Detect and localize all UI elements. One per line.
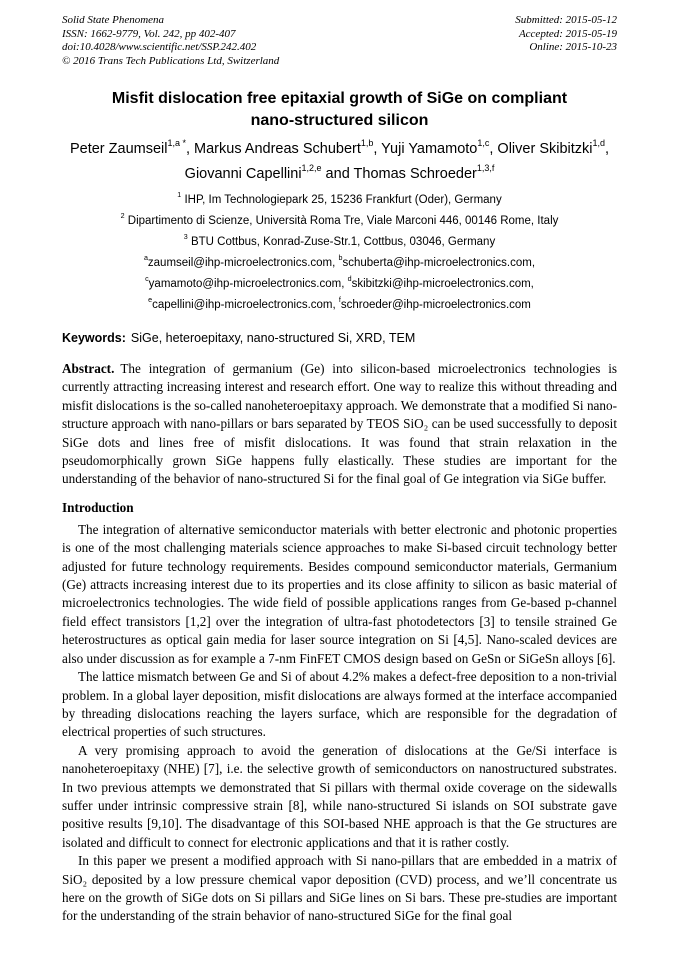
keywords-label: Keywords: [62,331,126,345]
body-paragraph: A very promising approach to avoid the generation of dislocations at the Ge/Si interface is nanoheteroepitaxy (NHE) [7], i.e. the selective growth of semiconductors on nanostructured substrates. In two previous attempts we demonstrated that Si pillars with thermal oxide coverage on the sidewalls suffer under intrinsic compressive strain [8], while nano-structured Si islands on SOI substrate gave positive results [9,10]. The disadvantage of this SOI-based NHE approach is that the Ge structures are isolated and difficult to connect for electronic applications and that it is rather costly. [62,742,617,850]
authors-line: Peter Zaumseil$^{1,a *}$, Markus Andreas Schubert$^{1,b}$, Yuji Yamamoto$^{1,c}$, Oliver Skibitzki$^{1,d}$, Giovanni Capellini$^{1,2,e}$ and Thomas Schroeder$^{1,3,f}$ [69,138,610,182]
author-affiliation-marker: 1,c [477,138,490,149]
affiliation-number: 1 [177,191,182,200]
journal-meta-line: doi:10.4028/www.scientific.net/SSP.242.402 [62,41,257,53]
date-meta-line: Submitted: 2015-05-12 [515,14,617,26]
introduction-body [62,521,617,926]
email-marker: a [143,254,148,263]
author-affiliation-marker: 1,b [360,138,374,149]
author-name: Thomas Schroeder$^{1,3,f}$ [353,163,495,182]
section-heading-introduction: Introduction [62,499,134,515]
abstract-label: Abstract. [62,361,115,376]
body-paragraph: The integration of alternative semiconductor materials with better electronic and photonic properties is one of the most challenging materials science approaches to make Si-based circuit technology better adjusted for future technology requirements. Besides compound semiconductor materials, Germanium (Ge) attracts increasing interest due to its properties and its close affinity to silicon as basic material of microelectronics technologies. The wide field of possible applications ranges from Ge-based p-channel field effect transistors [1,2] over the integration of ultra-fast photodetectors [3] to tensile strained Ge heterostructures as optical gain media for laser source integration on Si [4,5]. Nano-scaled devices are also under discussion as for example a 7-nm FinFET CMOS design based on GeSn or SiGeSn alloys [6]. [62,521,617,666]
author-name: Peter Zaumseil$^{1,a *}$ [69,138,186,157]
paper-title: Misfit dislocation free epitaxial growth of SiGe on compliant nano-structured silicon [111,90,568,129]
email-marker: d [347,275,352,284]
date-meta-line: Accepted: 2015-05-19 [518,27,617,40]
affiliation-line: $^2$ Dipartimento di Scienze, Università Roma Tre, Viale Marconi 446, 00146 Rome, Italy [120,212,559,227]
email-line: $^e$capellini@ihp-microelectronics.com, $^f$schroeder@ihp-microelectronics.com [148,296,531,311]
abstract-paragraph [62,360,617,489]
keywords-value: SiGe, heteroepitaxy, nano-structured Si, XRD, TEM [130,331,416,345]
author-affiliation-marker: 1,a * [167,138,186,149]
email-marker: b [338,254,343,263]
email-line: $^c$yamamoto@ihp-microelectronics.com, $^d$skibitzki@ihp-microelectronics.com, [145,275,534,290]
journal-meta-line: ISSN: 1662-9779, Vol. 242, pp 402-407 [62,27,236,40]
email-marker: c [145,275,149,284]
email-marker: f [338,296,341,305]
body-paragraph: The lattice mismatch between Ge and Si of about 4.2% makes a defect-free deposition to a non-trivial problem. In a global layer deposition, misfit dislocations are always formed at the interface accompanied by threading dislocations reaching the layers surface, which are responsible for the degradation of electrical properties of such structures. [62,669,617,740]
submission-dates-block [515,14,617,68]
date-meta-line: Online: 2015-10-23 [529,41,617,53]
author-name: Giovanni Capellini$^{1,2,e}$ [184,163,322,182]
author-name: Yuji Yamamoto$^{1,c}$ [381,138,490,157]
affiliation-number: 2 [120,212,125,221]
body-paragraph: In this paper we present a modified approach with Si nano-pillars that are embedded in a matrix of SiO₂ deposited by a low pressure chemical vapor deposition (CVD) process, and we’ll concentrate us here on the growth of SiGe dots on Si pillars and SiGe lines on Si bars. These pre-studies are important for the understanding of the strain behavior of nano-structured SiGe for the final goal [62,853,617,924]
journal-header [62,14,617,68]
affiliations-block [62,190,617,253]
author-name: Oliver Skibitzki$^{1,d}$ [497,138,605,157]
affiliation-line: $^1$ IHP, Im Technologiepark 25, 15236 Frankfurt (Oder), Germany [177,191,502,206]
affiliation-line: $^3$ BTU Cottbus, Konrad-Zuse-Str.1, Cottbus, 03046, Germany [183,233,496,248]
email-marker: e [148,296,153,305]
author-affiliation-marker: 1,d [592,138,605,149]
journal-meta-line: Solid State Phenomena [62,14,165,26]
author-affiliation-marker: 1,3,f [476,163,495,174]
author-name: Markus Andreas Schubert$^{1,b}$ [194,138,374,157]
author-affiliation-marker: 1,2,e [301,163,322,174]
journal-meta-line: © 2016 Trans Tech Publications Ltd, Switzerland [62,54,280,67]
journal-info-block [62,14,279,68]
affiliation-number: 3 [183,233,188,242]
email-line: $^a$zaumseil@ihp-microelectronics.com, $^b$schuberta@ihp-microelectronics.com, [143,254,536,269]
keywords-line [62,330,617,346]
author-emails-block [62,253,617,316]
abstract-text: The integration of germanium (Ge) into silicon-based microelectronics technologies is currently attracting increasing interest and research effort. One way to realize this without threading and misfit dislocations is the so-called nanoheteroepitaxy approach. We demonstrate that a modified Si nano-structure approach with nano-pillars or bars separated by TEOS SiO₂ can be used successfully to deposit SiGe dots and lines free of misfit dislocations. It was found that strain relaxation in the pseudomorphically grown SiGe happens fully elastically. These studies are important for the understanding of the behavior of nano-structured Si for the final goal of Ge integration via SiGe buffer. [62,361,617,487]
